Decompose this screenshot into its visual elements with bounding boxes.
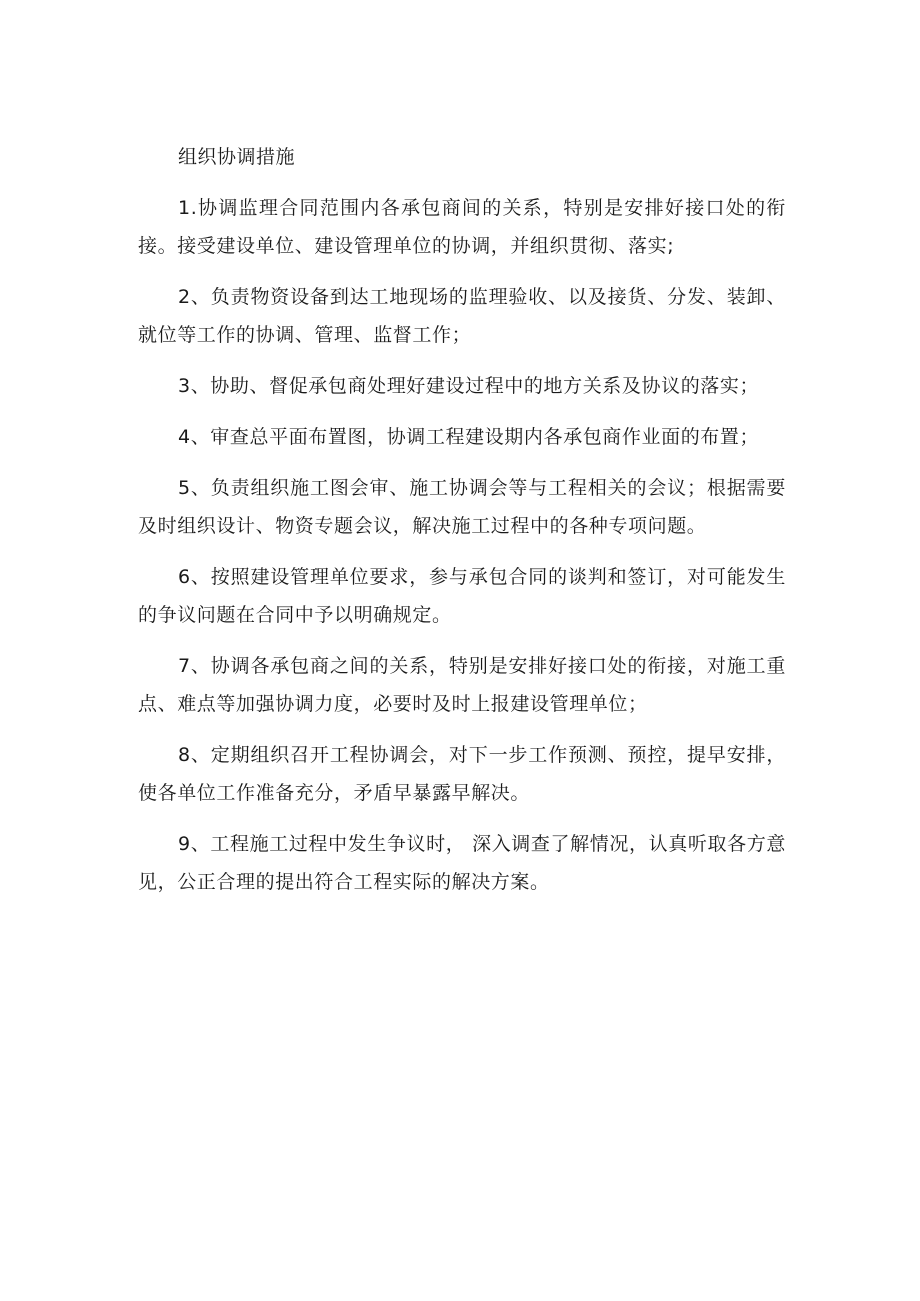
paragraph-8: 8、定期组织召开工程协调会，对下一步工作预测、预控，提早安排，使各单位工作准备充分，矛盾早暴露早解决。 — [138, 744, 786, 804]
document-title: 组织协调措施 — [178, 146, 296, 168]
paragraph-9: 9、工程施工过程中发生争议时， 深入调查了解情况，认真听取各方意见，公正合理的提出符合工程实际的解决方案。 — [138, 833, 786, 893]
paragraph-4: 4、审查总平面布置图，协调工程建设期内各承包商作业面的布置； — [178, 426, 760, 448]
paragraph-6: 6、按照建设管理单位要求，参与承包合同的谈判和签订，对可能发生的争议问题在合同中予以明确规定。 — [138, 566, 786, 626]
document-body — [138, 138, 786, 901]
paragraph-3: 3、协助、督促承包商处理好建设过程中的地方关系及协议的落实； — [178, 375, 760, 397]
paragraph-1: 1.协调监理合同范围内各承包商间的关系，特别是安排好接口处的衔接。接受建设单位、建设管理单位的协调，并组织贯彻、落实; — [138, 197, 786, 257]
paragraph-2: 2、负责物资设备到达工地现场的监理验收、以及接货、分发、装卸、就位等工作的协调、管理、监督工作； — [138, 286, 786, 346]
paragraph-7: 7、协调各承包商之间的关系，特别是安排好接口处的衔接，对施工重点、难点等加强协调力度，必要时及时上报建设管理单位； — [138, 655, 786, 715]
paragraph-5: 5、负责组织施工图会审、施工协调会等与工程相关的会议；根据需要及时组织设计、物资专题会议，解决施工过程中的各种专项问题。 — [138, 477, 786, 537]
